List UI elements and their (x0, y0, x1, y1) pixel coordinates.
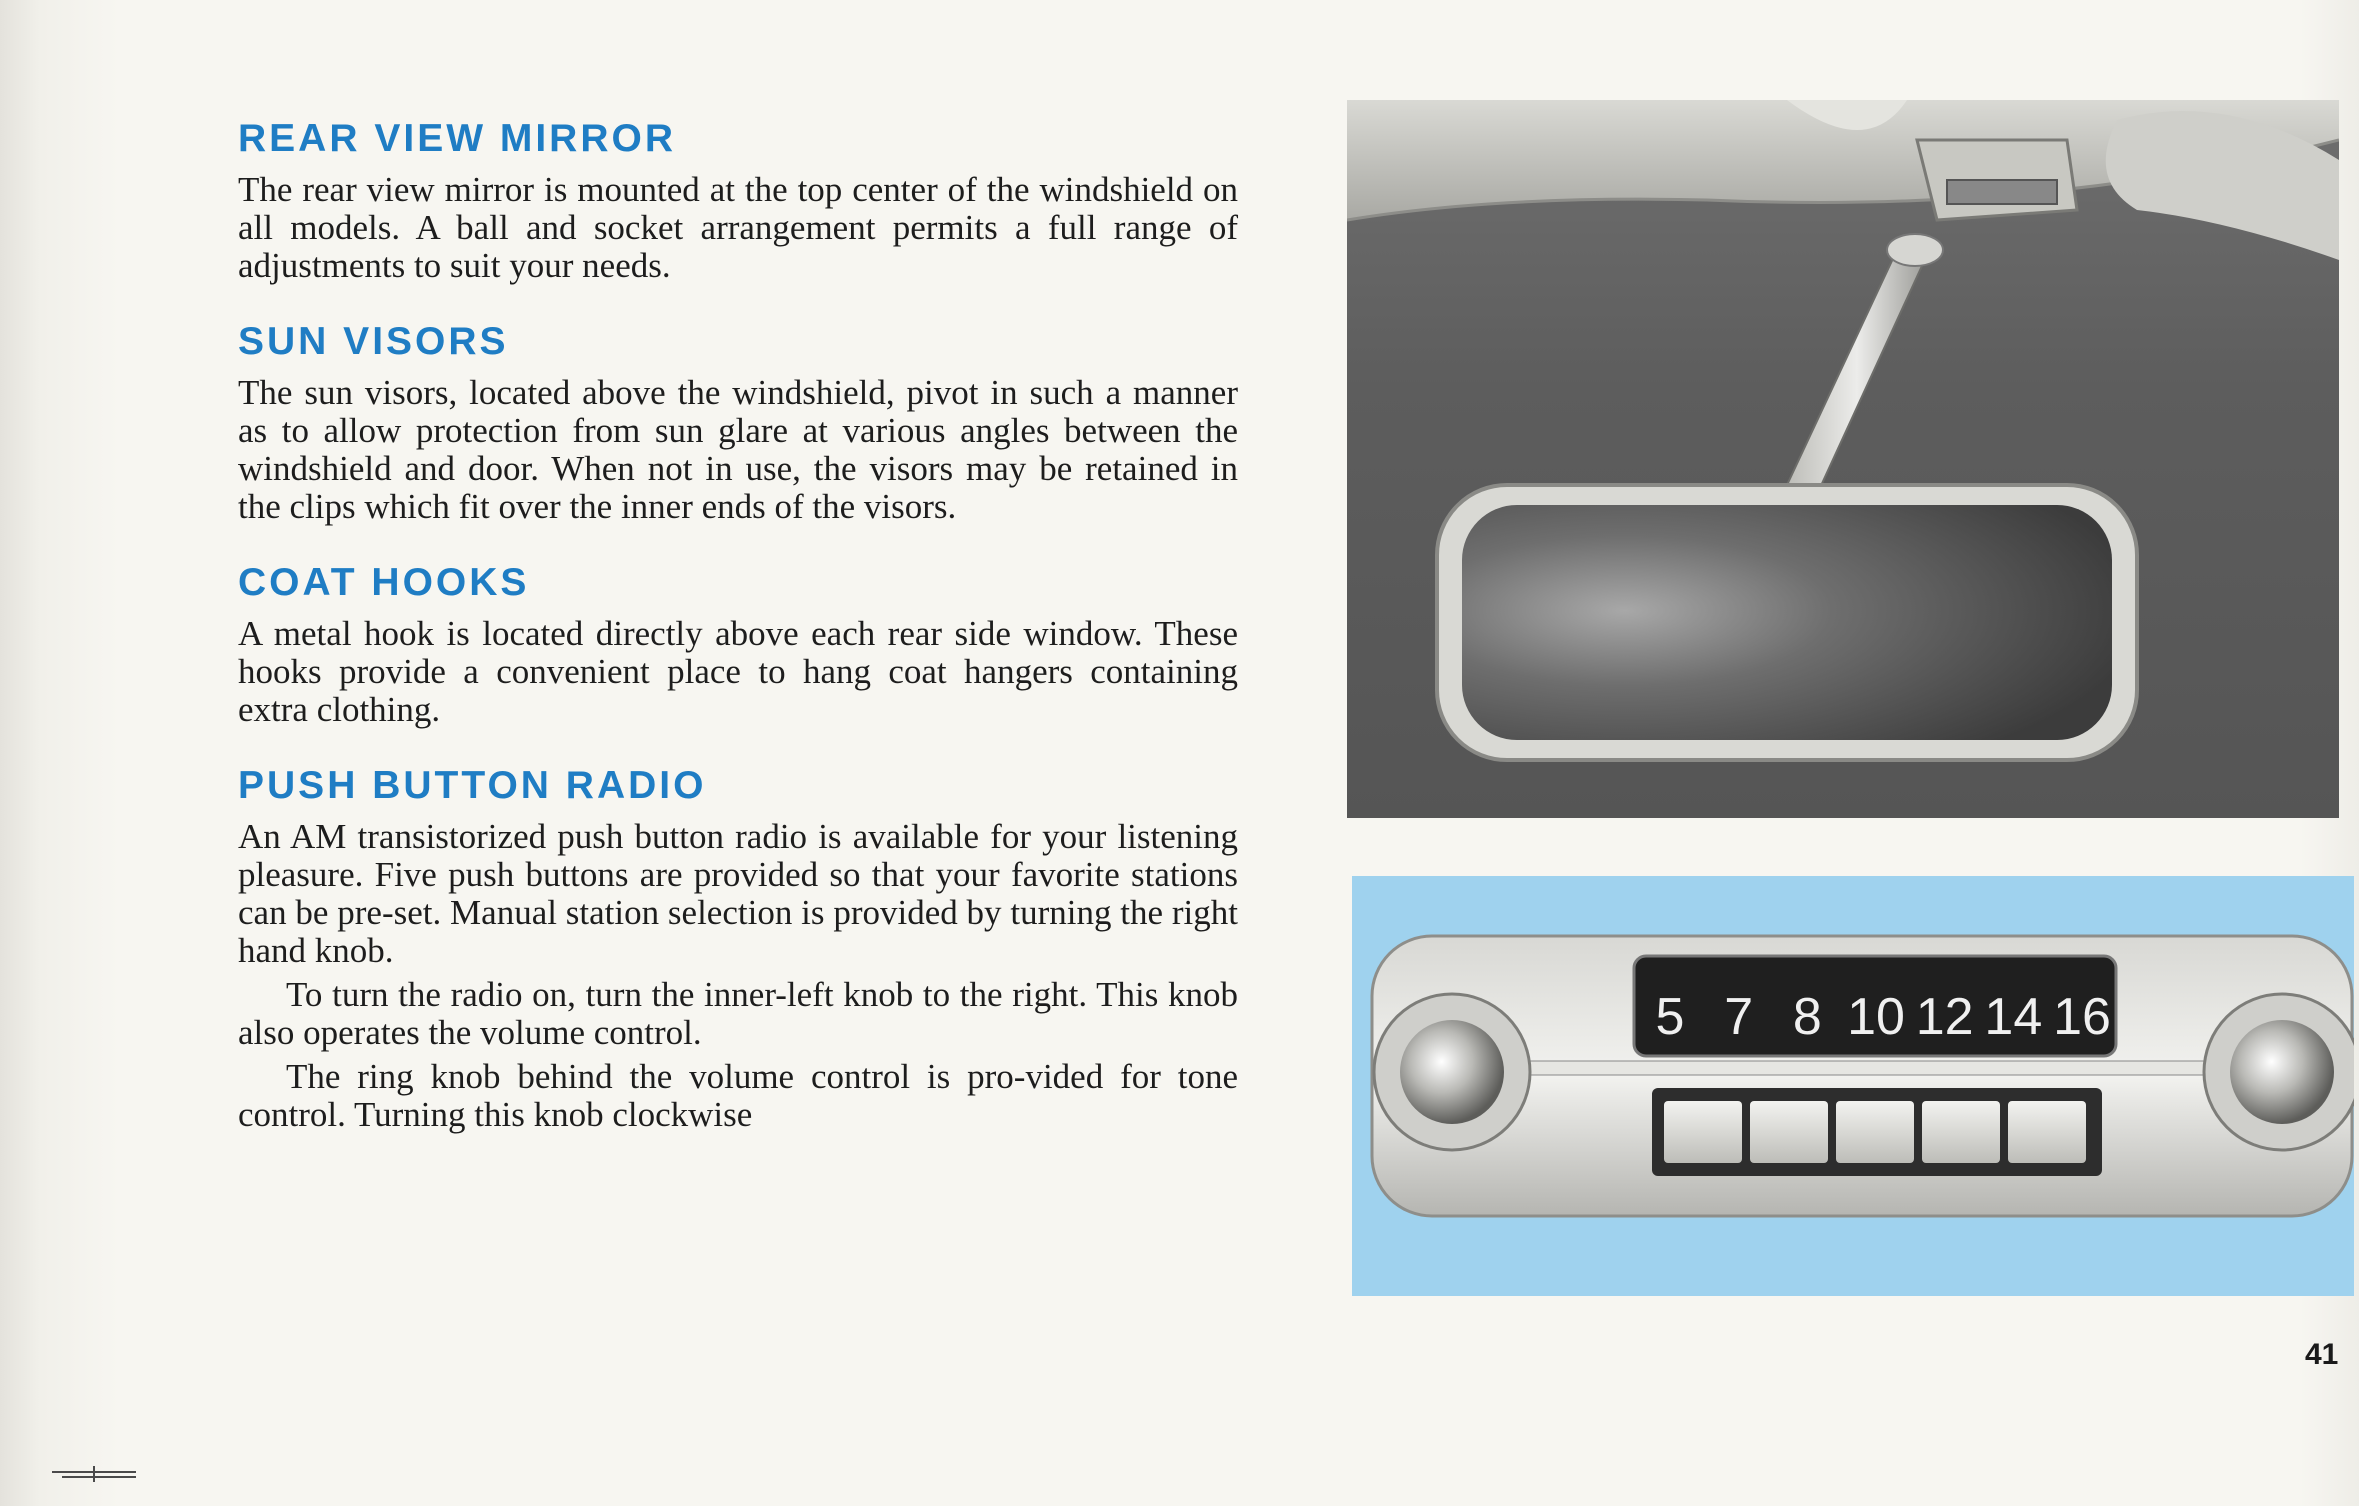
section-coat-hooks (238, 562, 1238, 729)
section-sun-visors (238, 321, 1238, 526)
radio-preset-button (1750, 1101, 1828, 1163)
radio-push-buttons (1664, 1101, 2086, 1163)
heading-rear-view-mirror: REAR VIEW MIRROR (238, 117, 676, 160)
radio-dial-number: 16 (2053, 988, 2111, 1046)
section-rear-view-mirror (238, 118, 1238, 285)
registration-mark (52, 1466, 136, 1482)
push-button-radio-photo (1352, 876, 2354, 1296)
radio-dial-number: 7 (1724, 988, 1754, 1046)
push-button-radio-illustration (1352, 876, 2354, 1296)
section-push-button-radio (238, 765, 1238, 1134)
heading-push-button-radio: PUSH BUTTON RADIO (238, 763, 707, 807)
radio-dial-number: 12 (1915, 988, 1974, 1046)
paragraph-radio-intro: An AM transistorized push button radio is available for your listening pleasure. Five push buttons are provided so that your favorite stations can be pre-set. Manual station selection is provided by turning the right hand knob. (238, 816, 1238, 970)
radio-dial-number: 10 (1847, 988, 1905, 1046)
radio-preset-button (1836, 1101, 1914, 1163)
heading-coat-hooks: COAT HOOKS (238, 560, 530, 604)
paragraph-radio-on: To turn the radio on, turn the inner-left knob to the right. This knob also operates the volume control. (238, 974, 1238, 1052)
rear-view-mirror-photo (1347, 100, 2339, 818)
radio-dial-number: 5 (1655, 988, 1685, 1046)
paragraph-sun-visors: The sun visors, located above the windshield, pivot in such a manner as to allow protection from sun glare at various angles between the windshield and door. When not in use, the visors may be retained in the clips which fit over the inner ends of the visors. (238, 372, 1238, 526)
paragraph-radio-tone: The ring knob behind the volume control is pro-vided for tone control. Turning this knob clockwise (238, 1056, 1238, 1134)
paragraph-rear-view-mirror: The rear view mirror is mounted at the top center of the windshield on all models. A ball and socket arrangement permits a full range of adjustments to suit your needs. (238, 169, 1238, 285)
text-column (238, 118, 1238, 1170)
radio-preset-button (1664, 1101, 1742, 1163)
heading-sun-visors: SUN VISORS (238, 319, 509, 363)
radio-preset-button (1922, 1101, 2000, 1163)
rear-view-mirror-illustration (1347, 100, 2339, 818)
radio-dial-number: 14 (1984, 988, 2043, 1046)
paragraph-coat-hooks: A metal hook is located directly above each rear side window. These hooks provide a convenient place to hang coat hangers containing extra clothing. (238, 613, 1238, 729)
page-number: 41 (2305, 1338, 2339, 1371)
radio-dial-number: 8 (1792, 988, 1822, 1046)
radio-preset-button (2008, 1101, 2086, 1163)
